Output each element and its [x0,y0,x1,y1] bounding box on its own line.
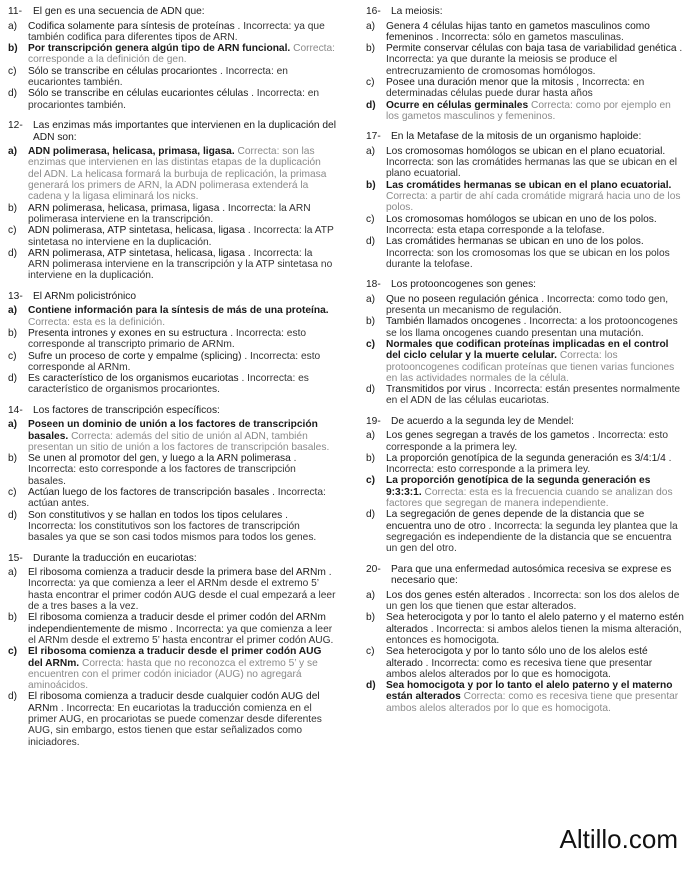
correct-explanation: Correcta: hasta que no reconozca el extremo 5’ y se encuentren con el primer codón iniciador (AUG) no agregará aminoácidos. [28,657,318,692]
incorrect-explanation: . Incorrecta: esto corresponde al transcripto primario de ARNm. [28,327,307,351]
option-letter: a) [8,305,18,317]
answer-option [366,384,684,407]
option-text: ARN polimerasa, helicasa, primasa, ligasa [28,202,220,214]
option-text: Las cromátides hermanas se ubican en el plano ecuatorial. [386,179,672,191]
option-body [386,21,684,44]
question-block [8,6,336,111]
option-body [386,43,684,77]
question-number: 12- [8,119,23,131]
question-block [366,131,684,270]
incorrect-explanation: . Incorrecta: como todo gen, presenta un mecanismo de regulación. [386,293,669,317]
option-body [386,236,684,270]
option-letter: c) [366,213,375,225]
option-body [28,691,336,747]
question-block [366,564,684,714]
incorrect-explanation: . Incorrecta: actúan antes. [28,487,326,510]
option-body [28,419,336,453]
incorrect-explanation: . Incorrecta: los constitutivos son los factores de transcripción basales ya que se son casi todos mismos para todos los genes. [28,509,317,544]
question-number: 14- [8,404,23,416]
question-header [8,405,336,417]
option-body [386,146,684,180]
question-text: La meiosis: [391,6,443,17]
answer-option [366,453,684,476]
option-body [386,646,684,680]
option-letter: c) [8,350,17,362]
incorrect-explanation: . Incorrecta: ya que durante la meiosis se produce el entrecruzamiento de cromosomas homólogos. [386,43,683,77]
question-block [366,416,684,555]
option-letter: b) [8,202,18,214]
incorrect-explanation: . Incorrecta: si ambos alelos tienen la misma alteración, entonces es homocigota. [386,623,682,646]
option-letter: d) [8,691,18,703]
correct-explanation: Correcta: son las enzimas que intervienen en las distintas etapas de la duplicación del ADN. La helicasa formará la burbuja de replicación, la primasa generará los primers de ARN, la ADN polimerasa extenderá la cadena y la ligasa eliminará los nicks. [28,146,327,203]
option-text: Se unen al promotor del gen, y luego a la ARN polimerasa [28,453,291,465]
option-letter: d) [8,88,18,100]
answer-option [8,225,336,248]
question-block [366,6,684,122]
incorrect-explanation: . Incorrecta: son los dos alelos de un gen los que tienen que estar alterados. [386,589,680,613]
option-letter: d) [8,509,18,521]
question-header [366,6,684,18]
option-text: Ocurre en células germinales [386,99,529,111]
option-text: ADN polimerasa, helicasa, primasa, ligasa. [28,146,235,158]
option-body [28,248,336,282]
question-number: 20- [366,563,381,575]
incorrect-explanation: . Incorrecta: como es recesiva tiene que presentar ambos alelos alterados por lo que es homocigota. [386,657,653,680]
option-letter: c) [8,487,17,499]
option-letter: d) [8,247,18,259]
option-body [386,453,684,476]
option-letter: d) [8,373,18,385]
option-letter: a) [366,20,376,32]
option-text: Presenta intrones y exones en su estructura [28,327,228,339]
correct-explanation: Correcta: esta es la definición. [28,316,166,328]
answer-option-correct [8,43,336,66]
answer-option-correct [366,100,684,123]
option-text: Es característico de los organismos eucariotas [28,373,239,385]
option-body [28,373,336,396]
incorrect-explanation: . Incorrecta: la ARN polimerasa interviene en la transcripción. [28,202,311,225]
answer-option-correct [366,475,684,509]
answer-option [366,294,684,317]
correct-explanation: Correcta: los protooncogenes codifican proteínas que tienen varias funciones en las actividades normales de la célula. [386,350,675,384]
option-body [386,316,684,339]
option-text: La proporción genotípica de la segunda generación es 3/4:1/4 [386,452,666,464]
site-logo: Altillo.com [559,824,678,854]
question-text: Para que una enfermedad autosómica recesiva se exprese es necesario que: [391,563,672,587]
question-block [366,279,684,407]
incorrect-explanation: . Incorrecta: esto corresponde al ARNm. [28,350,321,373]
question-header [8,553,336,565]
option-letter: b) [366,179,376,191]
incorrect-explanation: Incorrecta: son las cromátides hermanas las que se ubican en el plano ecuatorial. [386,157,678,180]
answer-option [8,453,336,487]
answer-option-correct [8,419,336,453]
incorrect-explanation: , Incorrecta: en determinadas células puede durar hasta años [386,77,645,100]
option-text: Sólo se transcribe en células procariontes [28,65,218,77]
question-text: Los factores de transcripción específicos: [33,404,220,416]
option-body [386,430,684,453]
question-block [8,291,336,396]
option-body [386,77,684,100]
answer-option [366,316,684,339]
answer-option [8,373,336,396]
option-text: Posee una duración menor que la mitosis [386,77,574,89]
option-letter: b) [8,612,18,624]
answer-option [8,66,336,89]
option-body [386,384,684,407]
option-text: ARN polimerasa, ATP sintetasa, helicasa, ligasa [28,247,246,259]
option-text: Sea heterocigota y por lo tanto el alelo paterno y el materno estén alterados [386,612,684,635]
question-header [8,291,336,303]
answer-option [366,646,684,680]
answer-option [8,691,336,747]
option-letter: b) [366,316,376,328]
option-body [386,180,684,214]
answer-option-correct [366,339,684,384]
option-letter: a) [366,430,376,442]
answer-option-correct [366,680,684,714]
option-text: Genera 4 células hijas tanto en gametos masculinos como femeninos [386,20,650,43]
option-text: Codifica solamente para síntesis de proteínas [28,20,235,32]
answer-option [8,328,336,351]
option-text: Las cromátides hermanas se ubican en uno de los polos. [386,236,644,248]
question-number: 16- [366,6,381,17]
question-header [366,416,684,428]
option-text: El ribosoma comienza a traducir desde el primer codón AUG del ARNm. [28,646,322,669]
answer-option [366,77,684,100]
option-body [386,214,684,237]
answer-option [366,612,684,646]
incorrect-explanation: Incorrecta: esta etapa corresponde a la telofase. [386,224,605,236]
question-number: 17- [366,131,381,143]
option-body [386,294,684,317]
option-body [28,567,336,612]
option-letter: a) [366,145,376,157]
left-column [8,6,336,757]
option-body [386,100,684,123]
question-text: De acuerdo a la segunda ley de Mendel: [391,415,574,427]
correct-explanation: Correcta: como es recesiva tiene que presentar ambos alelos alterados por lo que es homocigota. [386,691,679,714]
question-text: Durante la traducción en eucariotas: [33,552,197,564]
question-number: 11- [8,6,22,17]
option-text: Que no poseen regulación génica [386,293,539,305]
answer-option [8,88,336,111]
option-text: Normales que codifican proteínas implicadas en el control del ciclo celular y la muerte celular. [386,338,669,362]
option-letter: a) [366,293,376,305]
incorrect-explanation: . Incorrecta: la segunda ley plantea que la segregación es independiente de la distancia que se encuentra un gen del otro. [386,520,678,555]
option-letter: b) [8,43,18,55]
correct-explanation: Correcta: como por ejemplo en los gametos masculinos y femeninos. [386,99,671,122]
option-letter: c) [8,65,17,77]
option-body [28,21,336,44]
answer-option [366,21,684,44]
option-text: Poseen un dominio de unión a los factores de transcripción basales. [28,419,318,442]
question-header [8,6,336,18]
option-text: ADN polimerasa, ATP sintetasa, helicasa, ligasa [28,225,246,237]
question-number: 15- [8,552,23,564]
option-body [28,351,336,374]
option-text: Los dos genes estén alterados [386,589,525,601]
question-block [8,405,336,544]
option-letter: d) [366,99,376,111]
option-letter: d) [366,236,376,248]
answer-option [8,487,336,510]
incorrect-explanation: Incorrecta: son los cromosomas los que se ubican en los polos durante la telofase. [386,247,670,270]
incorrect-explanation: . Incorrecta: la ARN polimerasa interviene en la transcripción y la ATP sintetasa no interviene en la duplicación. [28,247,333,282]
answer-option [8,248,336,282]
option-text: Los genes segregan a través de los gametos [386,430,590,442]
incorrect-explanation: . Incorrecta: es característico de organismos procariontes. [28,373,309,396]
option-text: El ribosoma comienza a traducir desde cualquier codón AUG del ARNm [28,691,320,714]
option-text: El ribosoma comienza a traducir desde el primer codón del ARNm independientemente de mismo [28,612,326,635]
option-text: Actúan luego de los factores de transcripción basales [28,487,270,499]
option-letter: c) [366,646,375,658]
option-letter: a) [8,20,18,32]
option-body [386,680,684,714]
question-number: 13- [8,290,23,302]
answer-option [366,430,684,453]
answer-option-correct [366,180,684,214]
option-letter: a) [8,419,18,431]
question-number: 18- [366,279,381,291]
incorrect-explanation: . Incorrecta: a los protooncogenes se los llama oncogenes cuando presentan una mutación. [386,316,678,339]
question-text: En la Metafase de la mitosis de un organismo haploide: [391,131,642,143]
option-text: Los cromosomas homólogos se ubican en uno de los polos. [386,213,657,225]
option-letter: c) [8,646,18,658]
option-body [28,225,336,248]
question-header [366,131,684,143]
option-letter: c) [8,225,17,237]
option-body [28,203,336,226]
question-block [8,120,336,282]
incorrect-explanation: . Incorrecta: En eucariotas la traducción comienza en el primer AUG, en procariotas se puede comenzar desde diferentes AUG, sin embargo, estos tienen que estar señalizados como iniciadores. [28,702,322,748]
option-body [28,510,336,544]
answer-option [366,146,684,180]
option-text: Transmitidos por virus [386,384,486,396]
option-text: También llamados oncogenes [386,316,521,328]
option-text: Permite conservar células con baja tasa de variabilidad genética [386,43,677,55]
correct-explanation: Correcta: esta es la frecuencia cuando se analizan dos factores que segregan de manera independiente. [386,486,673,510]
question-header [8,120,336,143]
question-block [8,553,336,748]
option-text: Son constitutivos y se hallan en todos los tipos celulares [28,509,283,521]
option-letter: d) [366,509,376,521]
option-body [28,146,336,202]
option-letter: c) [366,77,375,89]
incorrect-explanation: . Incorrecta: esto corresponde a los factores de transcripción basales. [28,453,297,487]
incorrect-explanation: . Incorrecta: están presentes normalmente en el ADN de las células eucariotas. [386,384,681,407]
option-letter: a) [8,567,18,579]
answer-option [8,203,336,226]
question-text: El gen es una secuencia de ADN que: [33,6,205,17]
option-body [28,487,336,510]
answer-option [366,590,684,613]
incorrect-explanation: . Incorrecta: en procariontes también. [28,88,320,111]
answer-option-correct [8,146,336,202]
correct-explanation: Correcta: a partir de ahí cada cromátide migrará hacia uno de los polos. [386,191,681,214]
option-text: Por transcripción genera algún tipo de ARN funcional. [28,43,291,55]
incorrect-explanation: . Incorrecta: ya que comienza a leer el ARNm desde el extremo 5’ hasta encontrar el primer codón AUG. [28,623,334,646]
option-letter: d) [366,680,376,692]
answer-option [8,612,336,646]
option-body [28,328,336,351]
option-body [28,453,336,487]
option-text: La segregación de genes depende de la distancia que se encuentra uno de otro [386,509,645,532]
option-body [386,339,684,384]
option-letter: b) [366,43,376,55]
option-text: Sufre un proceso de corte y empalme (splicing) [28,350,242,362]
option-letter: b) [366,612,376,624]
option-letter: c) [366,338,376,350]
answer-option [8,21,336,44]
answer-option [366,236,684,270]
answer-option-correct [8,646,336,691]
answer-option [8,567,336,612]
option-body [28,612,336,646]
option-body [28,646,336,691]
option-body [386,590,684,613]
option-body [28,43,336,66]
question-text: Las enzimas más importantes que intervienen en la duplicación del ADN son: [33,119,336,143]
incorrect-explanation: . Incorrecta: esto corresponde a la primera ley. [386,430,669,453]
answer-option [8,510,336,544]
option-text: Contiene información para la síntesis de más de una proteína. [28,305,329,317]
option-body [28,305,336,328]
option-letter: a) [8,146,18,158]
correct-explanation: Correcta: corresponde a la definición de gen. [28,43,336,66]
answer-option [8,351,336,374]
option-body [28,88,336,111]
option-body [28,66,336,89]
option-letter: b) [366,452,376,464]
incorrect-explanation: . Incorrecta: ya que también codifica para diferentes tipos de ARN. [28,20,325,43]
option-text: Sea homocigota y por lo tanto el alelo paterno y el materno están alterados [386,680,673,703]
question-text: El ARNm policistrónico [33,290,137,302]
option-text: El ribosoma comienza a traducir desde la primera base del ARNm [28,567,326,579]
incorrect-explanation: . Incorrecta: sólo en gametos masculinas. [435,31,624,43]
question-header [366,564,684,587]
incorrect-explanation: . Incorrecta: esto corresponde a la primera ley. [386,452,672,476]
option-body [386,612,684,646]
option-letter: b) [8,453,18,465]
answer-option-correct [8,305,336,328]
option-letter: a) [366,589,376,601]
incorrect-explanation: . Incorrecta: ya que comienza a leer el ARNm desde el extremo 5’ hasta encontrar el primer codón AUG desde el cual empezará a leer de a tres bases a la vez. [28,567,336,613]
option-letter: b) [8,327,18,339]
option-letter: c) [366,475,376,487]
answer-option [366,43,684,77]
option-text: La proporción genotípica de la segunda generación es 9:3:3:1. [386,475,651,498]
question-text: Los protooncogenes son genes: [391,279,536,291]
question-number: 19- [366,415,381,427]
incorrect-explanation: . Incorrecta: en eucariontes también. [28,65,288,89]
option-text: Sea heterocigota y por lo tanto sólo uno de los alelos esté alterado [386,646,648,669]
question-header [366,279,684,291]
right-column [366,6,684,723]
option-text: Los cromosomas homólogos se ubican en el plano ecuatorial. [386,145,666,157]
option-body [386,509,684,554]
option-letter: d) [366,384,376,396]
answer-option [366,509,684,554]
correct-explanation: Correcta: además del sitio de unión al ADN, también presentan un sitio de unión a los factores de transcripción basales. [28,430,330,453]
incorrect-explanation: . Incorrecta: la ATP sintetasa no interviene en la duplicación. [28,225,334,248]
option-text: Sólo se transcribe en células eucariontes células [28,88,249,100]
option-body [386,475,684,509]
answer-option [366,214,684,237]
